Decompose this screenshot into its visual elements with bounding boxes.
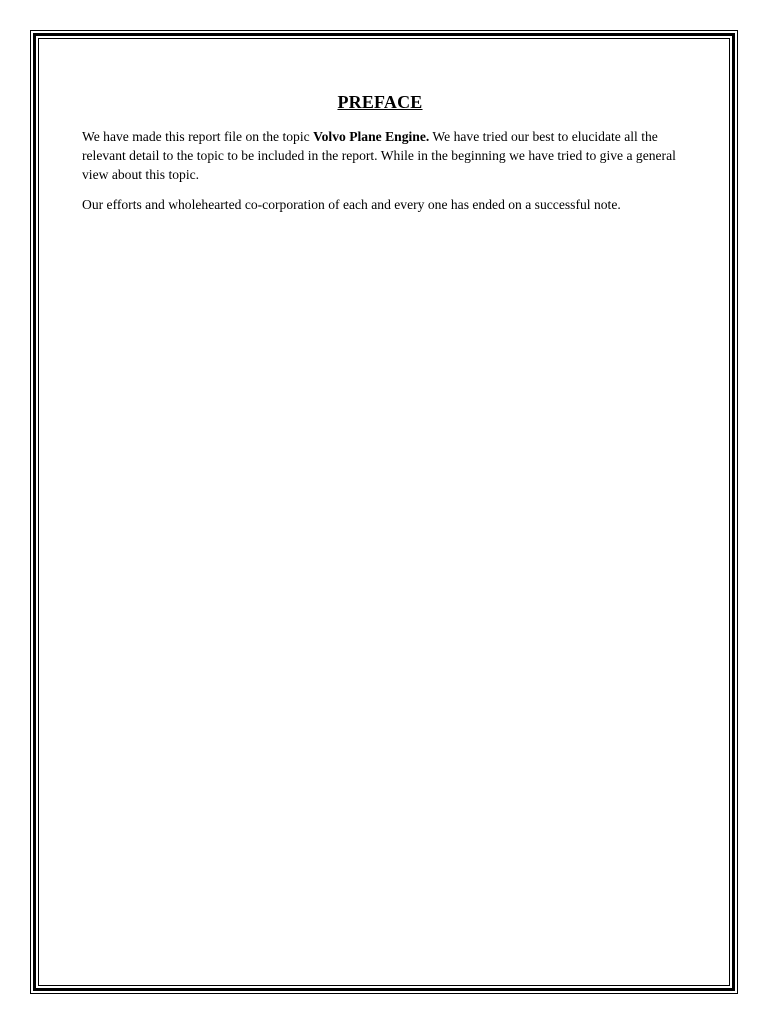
page-title: PREFACE xyxy=(337,92,423,112)
report-topic: Volvo Plane Engine. xyxy=(313,129,430,144)
page-content xyxy=(82,92,678,225)
paragraph-1-text-end: We have tried our best to elucidate all the relevant detail to the topic to be included in the report. While in the beginning we have tried to give a general view about this topic. xyxy=(82,129,676,182)
preface-paragraph-1 xyxy=(82,127,678,184)
preface-paragraph-2: Our efforts and wholehearted co-corporation of each and every one has ended on a successful note. xyxy=(82,197,621,212)
paragraph-1-text-start: We have made this report file on the topic xyxy=(82,129,314,144)
